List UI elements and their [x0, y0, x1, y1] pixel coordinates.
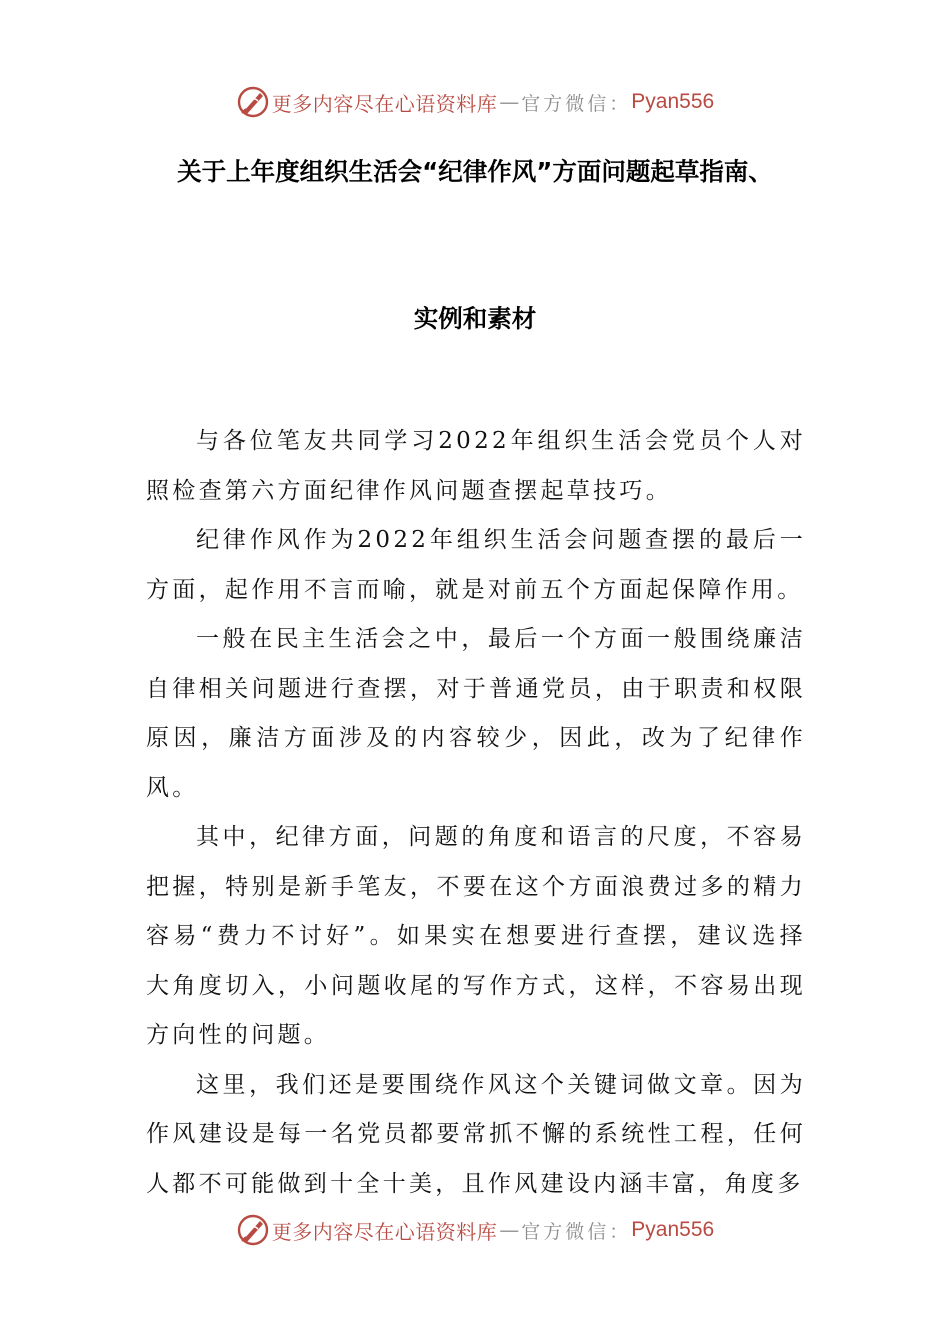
banner-separator: — [499, 90, 520, 114]
banner-wechat-label: 官方微信： [521, 92, 632, 115]
body-paragraph: 其中，纪律方面，问题的角度和语言的尺度，不容易把握，特别是新手笔友，不要在这个方面浪费过多的精力容易“费力不讨好”。如果实在想要进行查摆，建议选择大角度切入，小问题收尾的写作方式，这样，不容易出现方向性的问题。 [146, 824, 806, 1048]
footer-banner [0, 1210, 950, 1250]
banner-wechat-id: Pyan556 [631, 1218, 715, 1241]
quill-logo-icon [236, 85, 270, 119]
banner-separator: — [499, 1218, 520, 1242]
document-body [146, 417, 806, 1209]
header-banner [0, 82, 950, 122]
document-title-line-1: 关于上年度组织生活会“纪律作风”方面问题起草指南、 [177, 157, 773, 186]
banner-wechat-id: Pyan556 [631, 90, 715, 113]
banner-wechat-label: 官方微信： [521, 1220, 632, 1243]
body-paragraph: 一般在民主生活会之中，最后一个方面一般围绕廉洁自律相关问题进行查摆，对于普通党员，由于职责和权限原因，廉洁方面涉及的内容较少，因此，改为了纪律作风。 [146, 626, 806, 801]
document-title-line-2: 实例和素材 [413, 304, 537, 333]
banner-brand-text: 更多内容尽在心语资料库 [271, 91, 498, 116]
banner-brand-text: 更多内容尽在心语资料库 [271, 1219, 498, 1244]
quill-logo-icon [236, 1213, 270, 1247]
body-paragraph: 这里，我们还是要围绕作风这个关键词做文章。因为作风建设是每一名党员都要常抓不懈的系统性工程，任何人都不可能做到十全十美，且作风建设内涵丰富，角度多 [146, 1071, 806, 1197]
body-paragraph: 纪律作风作为2022年组织生活会问题查摆的最后一方面，起作用不言而喻，就是对前五个方面起保障作用。 [146, 527, 806, 603]
body-paragraph: 与各位笔友共同学习2022年组织生活会党员个人对照检查第六方面纪律作风问题查摆起草技巧。 [146, 428, 806, 504]
